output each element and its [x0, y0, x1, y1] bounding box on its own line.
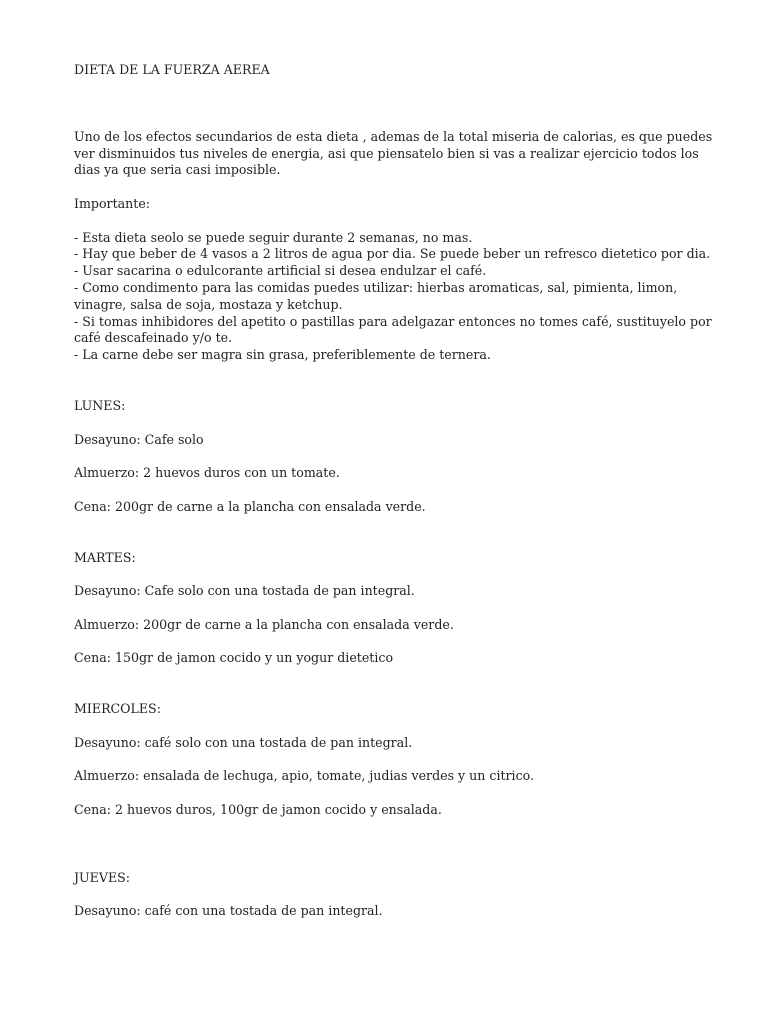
meal-line: Almuerzo: 200gr de carne a la plancha con ensalada verde.	[74, 616, 454, 632]
intro-paragraph	[74, 128, 713, 179]
day-heading-miercoles: MIERCOLES:	[74, 701, 161, 717]
day-heading-jueves: JUEVES:	[74, 869, 131, 885]
rule-line: - Esta dieta seolo se puede seguir durante 2 semanas, no mas.	[74, 229, 473, 245]
meal-line: Desayuno: café con una tostada de pan integral.	[74, 903, 383, 919]
meal-line: Desayuno: café solo con una tostada de pan integral.	[74, 734, 413, 750]
document-title: DIETA DE LA FUERZA AEREA	[74, 62, 270, 77]
intro-line: Uno de los efectos secundarios de esta dieta , ademas de la total miseria de calorias, es que puedes	[74, 128, 713, 144]
day-heading-martes: MARTES:	[74, 549, 136, 565]
meal-line: Desayuno: Cafe solo	[74, 431, 204, 447]
rule-line: - Usar sacarina o edulcorante artificial si desea endulzar el café.	[74, 263, 487, 279]
rule-line: - Si tomas inhibidores del apetito o pastillas para adelgazar entonces no tomes café, sustituyelo por	[74, 313, 712, 329]
rule-line: - Como condimento para las comidas puedes utilizar: hierbas aromaticas, sal, pimienta, limon,	[74, 279, 678, 295]
meal-line: Cena: 200gr de carne a la plancha con ensalada verde.	[74, 498, 426, 514]
rule-line: café descafeinado y/o te.	[74, 330, 233, 346]
rule-line: - La carne debe ser magra sin grasa, preferiblemente de ternera.	[74, 347, 491, 363]
meal-line: Cena: 2 huevos duros, 100gr de jamon cocido y ensalada.	[74, 801, 442, 817]
meal-line: Cena: 150gr de jamon cocido y un yogur dietetico	[74, 650, 394, 666]
day-heading-lunes: LUNES:	[74, 397, 126, 413]
document-page	[74, 62, 713, 920]
intro-line: ver disminuidos tus niveles de energia, asi que piensatelo bien si vas a realizar ejercicio todos los	[74, 145, 699, 161]
meal-line: Almuerzo: 2 huevos duros con un tomate.	[74, 465, 340, 481]
intro-line: dias ya que seria casi imposible.	[74, 162, 281, 178]
rule-line: - Hay que beber de 4 vasos a 2 litros de agua por dia. Se puede beber un refresco dietetico por dia.	[74, 246, 711, 262]
meal-line: Desayuno: Cafe solo con una tostada de pan integral.	[74, 583, 415, 599]
meal-line: Almuerzo: ensalada de lechuga, apio, tomate, judias verdes y un citrico.	[74, 768, 535, 784]
important-label: Importante:	[74, 195, 151, 211]
rules-list	[74, 229, 712, 364]
rule-line: vinagre, salsa de soja, mostaza y ketchup.	[74, 296, 343, 312]
